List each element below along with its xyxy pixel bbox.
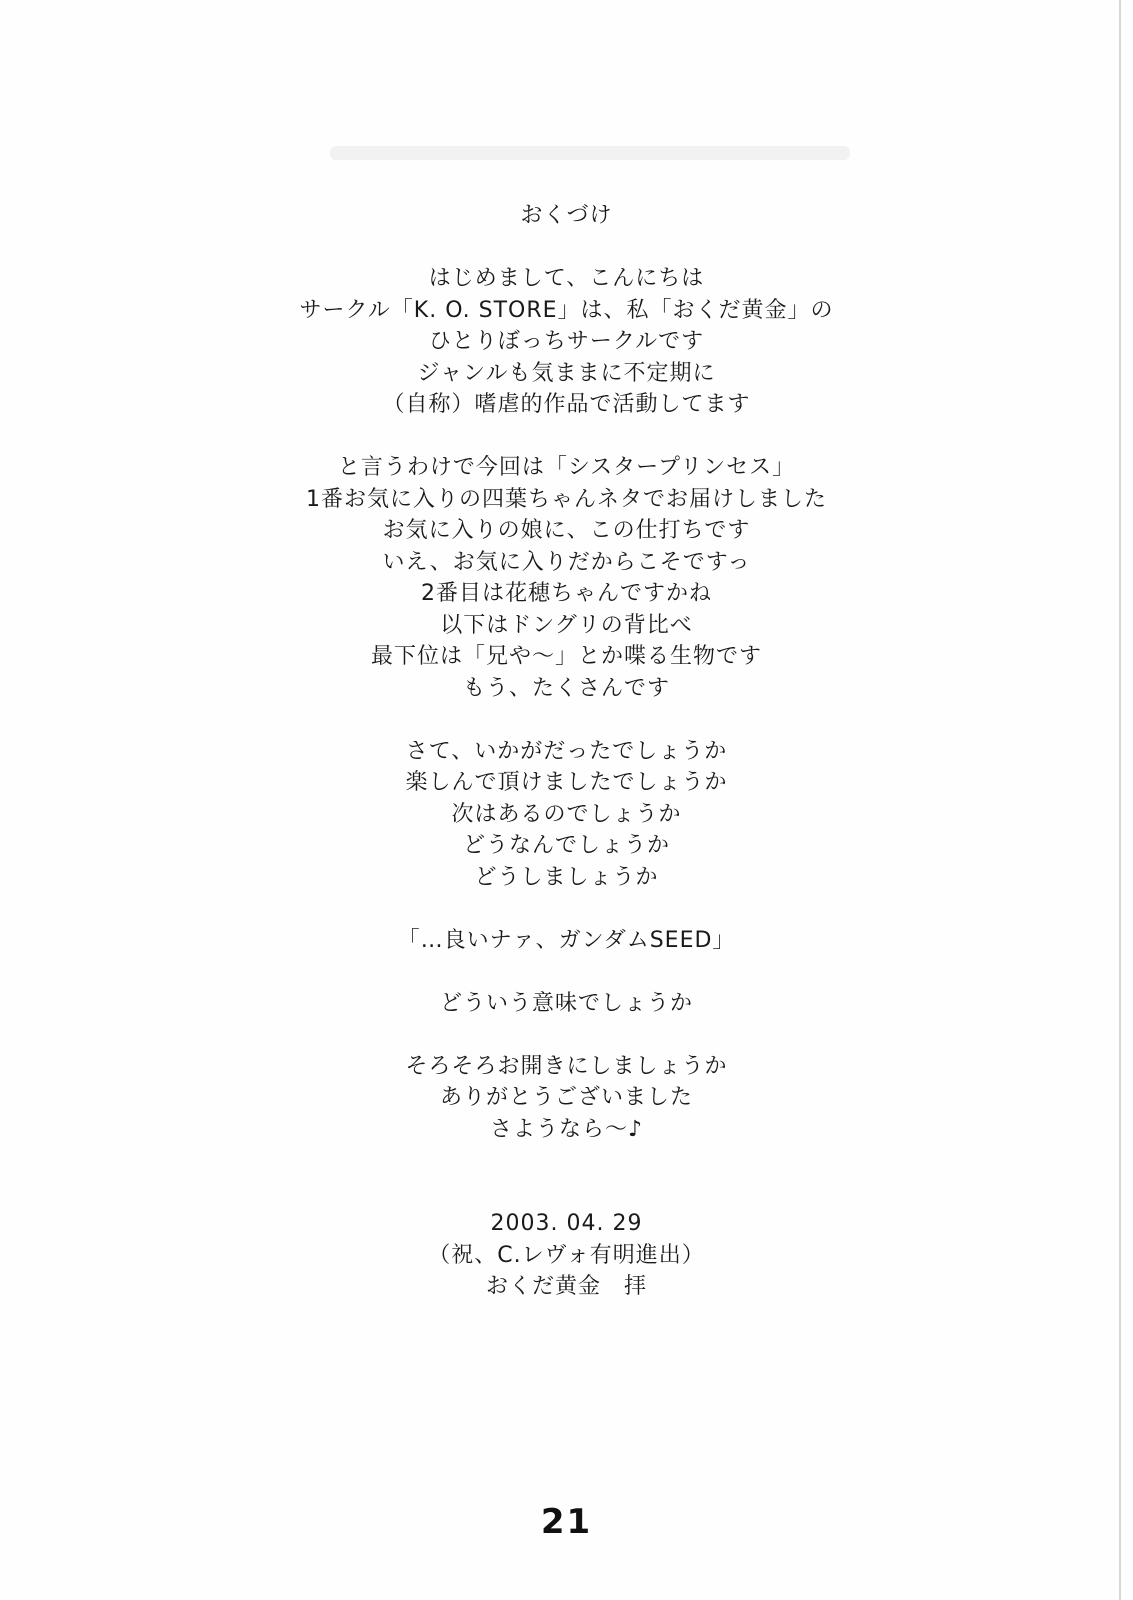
quote-line: 「…良いナァ、ガンダムSEED」: [397, 927, 736, 953]
closing-line: ありがとうございました: [439, 1085, 693, 1110]
body-line: 以下はドングリの背比べ: [440, 612, 693, 638]
signature-date: 2003. 04. 29: [490, 1211, 643, 1236]
intro-line: ひとりぼっちサークルです: [428, 329, 705, 354]
closing-line: そろそろお開きにしましょうか: [405, 1053, 728, 1079]
body-line: お気に入りの娘に、この仕打ちです: [382, 518, 751, 543]
body-line: もう、たくさんです: [462, 675, 670, 701]
afterword-title: おくづけ: [520, 203, 613, 228]
intro-line: サークル「K. O. STORE」は、私「おくだ黄金」の: [299, 297, 834, 323]
intro-line: （自称）嗜虐的作品で活動してます: [382, 392, 751, 417]
question-line: どうなんでしょうか: [462, 833, 670, 858]
closing-line: さようなら～♪: [489, 1116, 644, 1142]
question-line: 次はあるのでしょうか: [451, 801, 682, 827]
bleed-through: [330, 146, 850, 160]
signature-author: おくだ黄金 拝: [485, 1274, 647, 1299]
page-number: 21: [540, 1502, 593, 1542]
body-line: と言うわけで今回は「シスタープリンセス」: [337, 455, 796, 480]
body-line: 最下位は「兄や～」とか喋る生物です: [370, 644, 762, 669]
afterword-text: [0, 200, 1133, 1303]
signature-note: （祝、C.レヴォ有明進出）: [428, 1242, 705, 1268]
body-line: いえ、お気に入りだからこそですっ: [382, 549, 751, 575]
meaning-line: どういう意味でしょうか: [439, 990, 693, 1016]
body-line: 2番目は花穂ちゃんですかね: [421, 581, 712, 606]
question-line: さて、いかがだったでしょうか: [405, 738, 728, 764]
question-line: 楽しんで頂けましたでしょうか: [405, 770, 728, 795]
question-line: どうしましょうか: [474, 864, 659, 890]
body-line: 1番お気に入りの四葉ちゃんネタでお届けしました: [306, 486, 827, 512]
intro-line: ジャンルも気ままに不定期に: [417, 360, 716, 386]
intro-line: はじめまして、こんにちは: [428, 266, 705, 291]
